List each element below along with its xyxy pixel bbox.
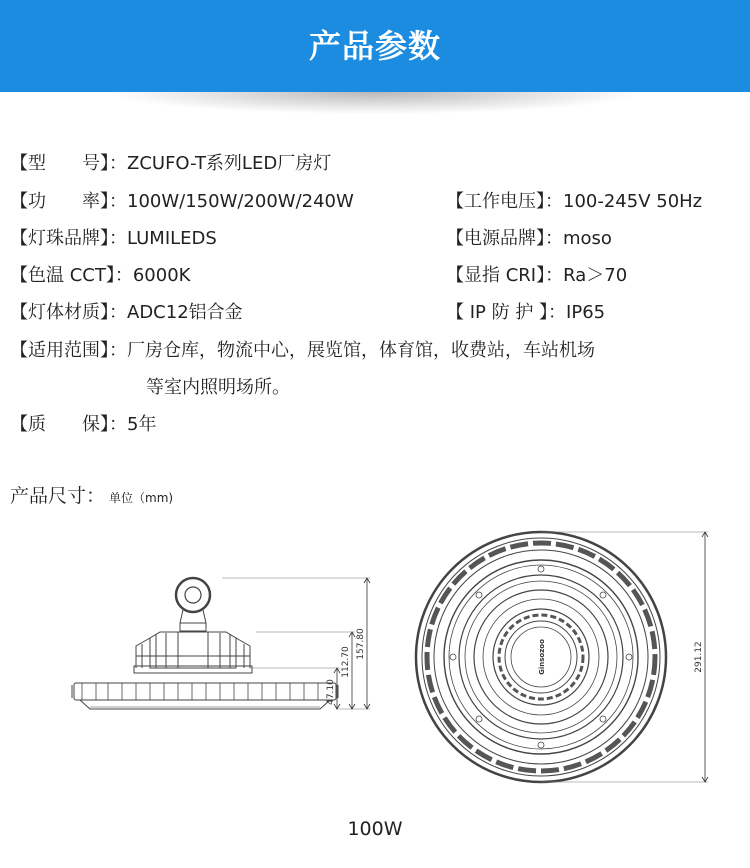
- spec-model: 【型 号】：ZCUFO-T系列LED厂房灯: [10, 153, 332, 174]
- banner-shadow: [60, 92, 690, 118]
- top-view: [416, 532, 708, 782]
- spec-cri: 【显指 CRI】：Ra＞70: [446, 265, 628, 286]
- spec-cct: 【色温 CCT】：6000K: [10, 265, 191, 286]
- size-unit: 单位（mm): [109, 491, 174, 505]
- brand-mark: Ginsozoo: [538, 639, 546, 675]
- size-section-title: [10, 481, 173, 511]
- dim-base-height: 47.10: [326, 679, 336, 705]
- dim-body-height: 112.70: [341, 646, 351, 678]
- size-title-text: 产品尺寸：: [10, 485, 106, 507]
- dim-diameter: 291.12: [694, 641, 704, 673]
- model-label: 100W: [347, 818, 403, 840]
- spec-ip: 【 IP 防 护 】：IP65: [446, 302, 606, 323]
- spec-material: 【灯体材质】：ADC12铝合金: [10, 302, 243, 323]
- spec-led-brand: 【灯珠品牌】：LUMILEDS: [10, 228, 217, 249]
- spec-voltage: 【工作电压】：100-245V 50Hz: [446, 191, 703, 212]
- spec-power: 【功 率】：100W/150W/200W/240W: [10, 191, 354, 212]
- spec-driver-brand: 【电源品牌】：moso: [446, 228, 612, 249]
- dim-total-height: 157.80: [356, 628, 366, 660]
- page-title: 产品参数: [308, 27, 441, 65]
- spec-application-continued: 等室内照明场所。: [146, 377, 290, 398]
- dimension-drawing: [0, 520, 750, 810]
- spec-application: 【适用范围】：厂房仓库，物流中心，展览馆，体育馆，收费站，车站机场: [10, 340, 595, 361]
- spec-warranty: 【质 保】：5年: [10, 414, 157, 435]
